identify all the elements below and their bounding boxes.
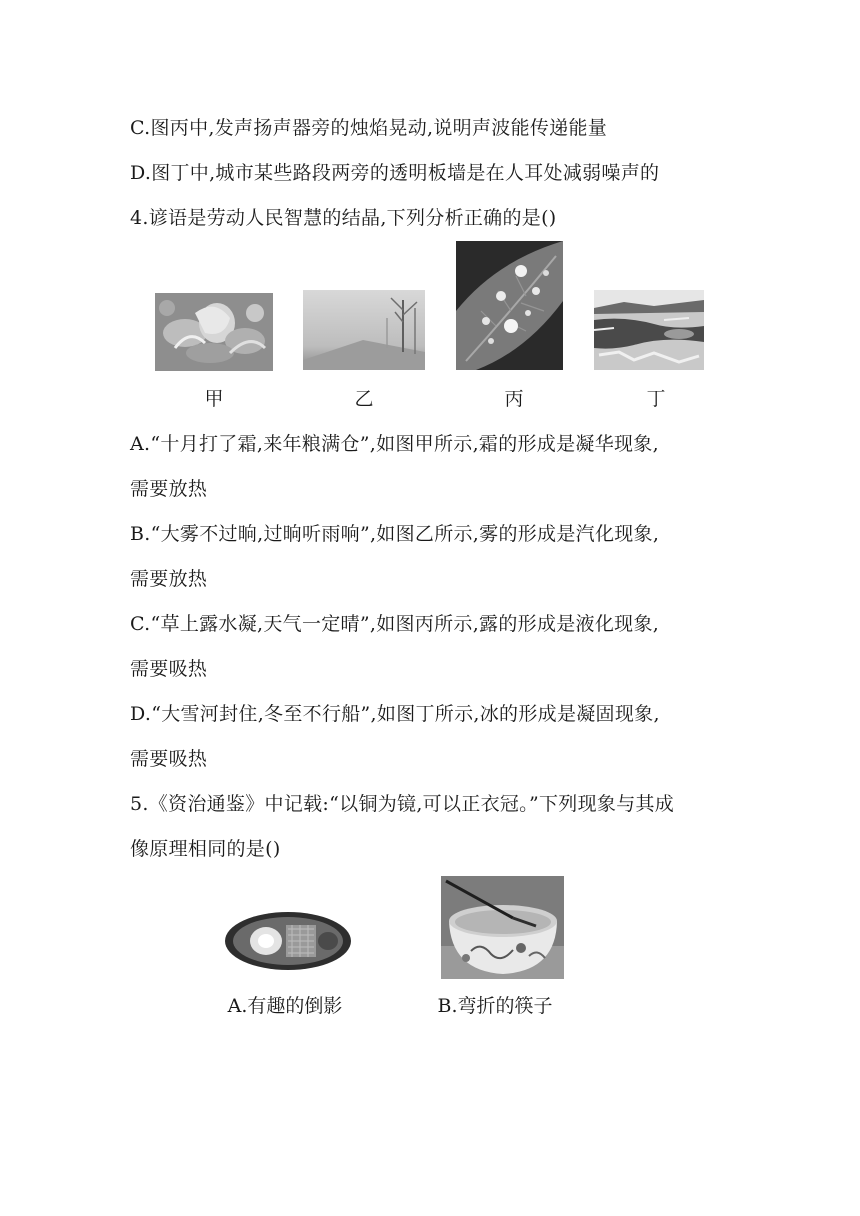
bent-chopstick-photo <box>441 876 564 979</box>
q4-option-d-line2: 需要吸热 <box>130 748 208 770</box>
q4-option-a-line1: A.“十月打了霜,来年粮满仓”,如图甲所示,霜的形成是凝华现象, <box>130 433 659 455</box>
q4-option-b-line1: B.“大雾不过晌,过晌听雨响”,如图乙所示,雾的形成是汽化现象, <box>130 523 660 545</box>
q4-option-c-line1: C.“草上露水凝,天气一定晴”,如图丙所示,露的形成是液化现象, <box>130 613 660 635</box>
frost-plant-photo <box>155 293 273 371</box>
q3-option-c: C.图丙中,发声扬声器旁的烛焰晃动,说明声波能传递能量 <box>130 117 608 139</box>
q3-option-d: D.图丁中,城市某些路段两旁的透明板墙是在人耳处减弱噪声的 <box>130 162 660 184</box>
q4-option-b-line2: 需要放热 <box>130 568 208 590</box>
fog-road-photo <box>303 290 425 370</box>
q4-stem: 4.谚语是劳动人民智慧的结晶,下列分析正确的是() <box>130 207 557 229</box>
caption-ding: 丁 <box>646 388 666 410</box>
caption-yi: 乙 <box>354 388 374 410</box>
dew-leaf-photo <box>456 241 563 370</box>
frozen-river-photo <box>594 290 704 370</box>
caption-bent-chopstick: B.弯折的筷子 <box>437 995 553 1017</box>
q4-option-c-line2: 需要吸热 <box>130 658 208 680</box>
caption-jia: 甲 <box>204 388 224 410</box>
q5-stem-line2: 像原理相同的是() <box>130 838 281 860</box>
q4-option-a-line2: 需要放热 <box>130 478 208 500</box>
reflection-photo <box>224 911 352 971</box>
caption-bing: 丙 <box>504 388 524 410</box>
q5-stem-line1: 5.《资治通鉴》中记载:“以铜为镜,可以正衣冠。”下列现象与其成 <box>130 793 675 815</box>
q4-option-d-line1: D.“大雪河封住,冬至不行船”,如图丁所示,冰的形成是凝固现象, <box>130 703 660 725</box>
caption-reflection: A.有趣的倒影 <box>227 995 343 1017</box>
